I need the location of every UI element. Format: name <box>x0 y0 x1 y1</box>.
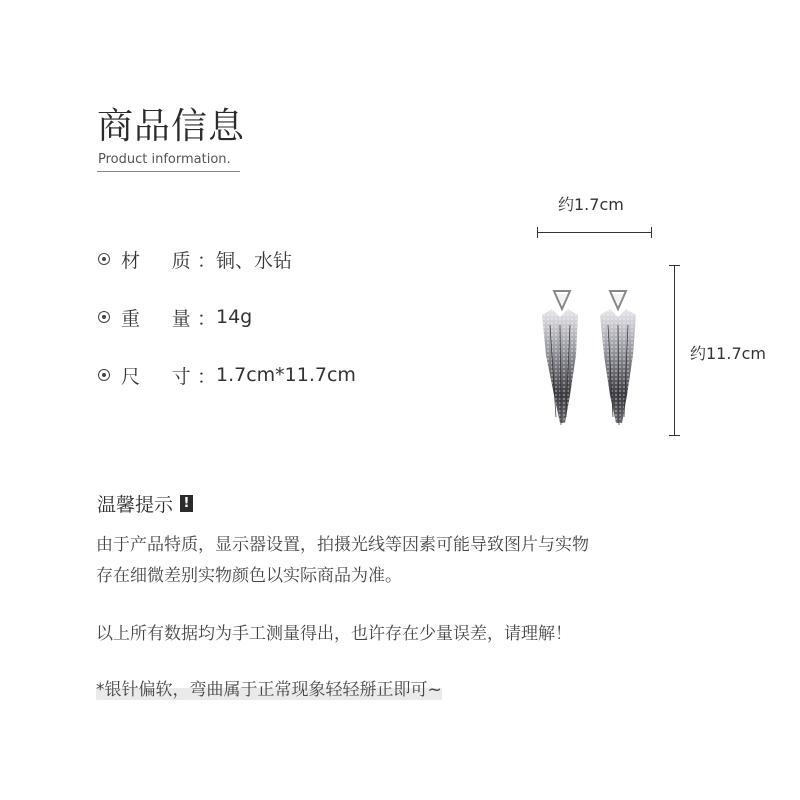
right-earring <box>600 291 636 425</box>
notice-line: 由于产品特质，显示器设置，拍摄光线等因素可能导致图片与实物 <box>96 535 589 555</box>
spec-row-weight <box>98 303 252 331</box>
exclamation-icon: ! <box>180 495 193 512</box>
height-dimension-tick-bottom <box>669 435 680 436</box>
width-dimension-tick-right <box>651 227 652 238</box>
bullet-icon <box>98 311 110 323</box>
height-dimension-line <box>674 265 675 436</box>
notice-note: *银针偏软，弯曲属于正常现象轻轻掰正即可~ <box>96 680 442 700</box>
spec-label: 尺 寸： <box>121 365 216 388</box>
notice-line: 以上所有数据均为手工测量得出，也许存在少量误差，请理解！ <box>96 624 572 644</box>
page-title: 商品信息 <box>97 106 246 147</box>
left-earring <box>542 291 578 425</box>
spec-value: 14g <box>216 306 253 328</box>
notice-line: 存在细微差别实物颜色以实际商品为准。 <box>96 566 402 586</box>
spec-row-size <box>98 361 356 389</box>
spec-value: 1.7cm*11.7cm <box>216 364 356 386</box>
bullet-icon <box>98 369 110 381</box>
height-dimension-label: 约11.7cm <box>690 344 767 363</box>
width-dimension-tick-left <box>537 227 538 238</box>
page-subtitle: Product information. <box>98 152 231 167</box>
bullet-icon <box>98 253 110 265</box>
spec-label: 重 量： <box>121 307 216 330</box>
spec-label: 材 质： <box>121 249 216 272</box>
spec-row-material <box>98 245 292 273</box>
notice-title <box>97 490 193 517</box>
height-dimension-tick-top <box>669 265 680 266</box>
spec-value: 铜、水钻 <box>216 249 293 272</box>
width-dimension-label: 约1.7cm <box>558 195 624 214</box>
width-dimension-line <box>537 232 652 233</box>
notice-title-text: 温馨提示 <box>97 494 174 516</box>
earrings-product-image <box>530 285 660 430</box>
subtitle-underline <box>97 171 240 172</box>
